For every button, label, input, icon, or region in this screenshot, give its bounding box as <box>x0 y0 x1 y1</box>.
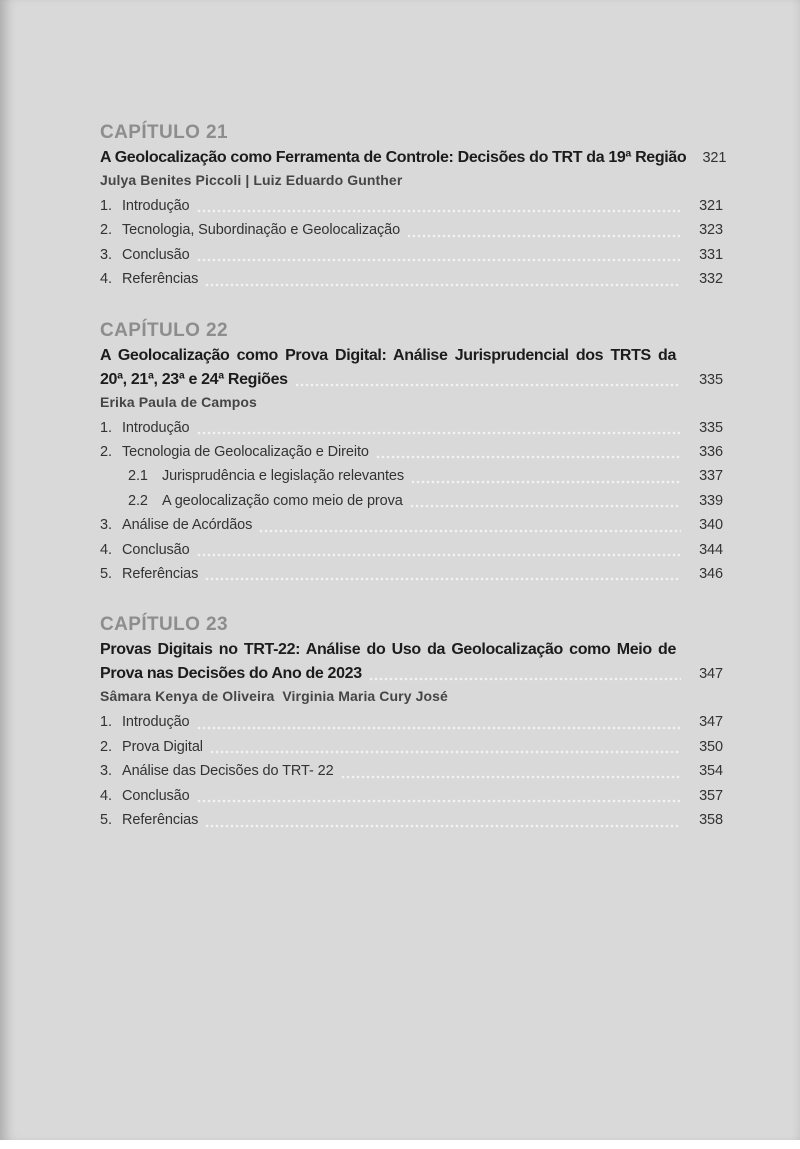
chapter-title-line <box>100 662 723 686</box>
dot-leader <box>411 479 681 485</box>
chapter-entries <box>100 416 723 587</box>
chapter-title-block <box>100 344 723 392</box>
dot-leader <box>205 282 681 288</box>
entry-label: Análise das Decisões do TRT- 22 <box>122 763 334 780</box>
dot-leader <box>210 749 681 755</box>
entry-label: Tecnologia de Geolocalização e Direito <box>122 444 369 461</box>
entry-label: Jurisprudência e legislação relevantes <box>162 468 405 485</box>
chapter-title-text: 20ª, 21ª, 23ª e 24ª Regiões <box>100 370 288 388</box>
toc-entry <box>100 513 723 537</box>
entry-number: 2. <box>100 222 112 239</box>
toc-entry <box>100 464 723 488</box>
dot-leader <box>205 823 681 829</box>
entry-label: Prova Digital <box>122 738 203 755</box>
entry-number: 3. <box>100 517 112 534</box>
dot-leader <box>410 503 681 509</box>
entry-label: Introdução <box>122 198 190 214</box>
toc-entry <box>100 243 723 267</box>
toc-entry <box>100 194 723 218</box>
dot-leader <box>295 382 681 388</box>
chapter-title-line: A Geolocalização como Prova Digital: Análise Jurisprudencial dos TRTS da <box>100 346 676 364</box>
entry-label: Conclusão <box>122 787 190 804</box>
entry-page-number: 339 <box>699 492 723 509</box>
entry-number: 4. <box>100 541 112 558</box>
entry-label: Conclusão <box>122 246 190 263</box>
chapter-authors: Sâmara Kenya de Oliveira Virginia Maria Cury José <box>100 688 448 705</box>
entry-page-number: 335 <box>699 419 723 436</box>
entry-number: 1. <box>100 198 112 214</box>
dot-leader <box>197 798 681 804</box>
entry-number: 4. <box>100 787 112 804</box>
entry-number: 1. <box>100 419 112 436</box>
toc-chapter <box>100 319 723 587</box>
entry-number: 3. <box>100 246 112 263</box>
entry-number: 3. <box>100 763 112 780</box>
entry-label: Tecnologia, Subordinação e Geolocalização <box>122 222 401 239</box>
entry-number: 2.1 <box>128 468 148 485</box>
toc-entry <box>100 416 723 440</box>
chapter-title-block <box>100 638 723 686</box>
toc-chapter <box>100 613 723 832</box>
entry-label: Referências <box>122 812 199 829</box>
toc-entry <box>100 538 723 562</box>
entry-number: 1. <box>100 714 112 731</box>
chapter-page-number: 335 <box>699 371 723 388</box>
dot-leader <box>369 676 681 682</box>
chapter-heading: CAPÍTULO 22 <box>100 319 228 341</box>
chapter-page-number: 347 <box>699 666 723 683</box>
chapter-title-block <box>100 146 727 170</box>
entry-label: Referências <box>122 566 199 583</box>
entry-number: 5. <box>100 812 112 829</box>
dot-leader <box>197 552 681 558</box>
toc-entry <box>100 735 723 759</box>
entry-page-number: 344 <box>699 541 723 558</box>
entry-page-number: 340 <box>699 517 723 534</box>
entry-number: 2.2 <box>128 492 148 509</box>
entry-label: Conclusão <box>122 541 190 558</box>
entry-page-number: 331 <box>699 246 723 263</box>
chapter-title-line <box>100 146 727 170</box>
chapter-authors: Erika Paula de Campos <box>100 393 257 410</box>
dot-leader <box>205 576 681 582</box>
entry-number: 2. <box>100 738 112 755</box>
dot-leader <box>197 208 681 214</box>
chapter-page-number: 321 <box>702 150 727 166</box>
chapter-title-text: A Geolocalização como Ferramenta de Controle: Decisões do TRT da 19ª Região <box>100 149 687 166</box>
toc-entry <box>100 489 723 513</box>
dot-leader <box>197 257 681 263</box>
entry-page-number: 357 <box>699 787 723 804</box>
dot-leader <box>341 774 681 780</box>
entry-page-number: 346 <box>699 566 723 583</box>
toc-chapter <box>100 121 727 292</box>
chapter-entries <box>100 710 723 832</box>
chapter-entries <box>100 194 723 292</box>
entry-page-number: 350 <box>699 738 723 755</box>
chapter-authors: Julya Benites Piccoli | Luiz Eduardo Gunther <box>100 172 403 188</box>
entry-label: Introdução <box>122 419 190 436</box>
entry-page-number: 336 <box>699 444 723 461</box>
entry-page-number: 358 <box>699 812 723 829</box>
entry-number: 2. <box>100 444 112 461</box>
toc-entry <box>100 784 723 808</box>
entry-page-number: 321 <box>699 198 723 214</box>
entry-page-number: 337 <box>699 468 723 485</box>
dot-leader <box>407 233 681 239</box>
chapter-heading: CAPÍTULO 23 <box>100 614 228 636</box>
entry-page-number: 332 <box>699 271 723 288</box>
toc-entry <box>100 218 723 242</box>
chapter-title-text: Prova nas Decisões do Ano de 2023 <box>100 665 362 683</box>
dot-leader <box>259 528 681 534</box>
dot-leader <box>376 454 681 460</box>
entry-label: Referências <box>122 271 199 288</box>
entry-number: 5. <box>100 566 112 583</box>
entry-page-number: 323 <box>699 222 723 239</box>
entry-page-number: 347 <box>699 714 723 731</box>
dot-leader <box>197 430 681 436</box>
entry-label: Análise de Acórdãos <box>122 517 253 534</box>
toc-entry <box>100 267 723 291</box>
toc-entry <box>100 759 723 783</box>
dot-leader <box>197 725 681 731</box>
entry-page-number: 354 <box>699 763 723 780</box>
toc-entry <box>100 562 723 586</box>
chapter-heading: CAPÍTULO 21 <box>100 122 228 143</box>
toc-entry <box>100 808 723 832</box>
entry-label: Introdução <box>122 714 190 731</box>
chapter-title-line: Provas Digitais no TRT-22: Análise do Uso da Geolocalização como Meio de <box>100 641 676 659</box>
toc-entry <box>100 440 723 464</box>
toc-entry <box>100 710 723 734</box>
entry-label: A geolocalização como meio de prova <box>162 492 403 509</box>
entry-number: 4. <box>100 271 112 288</box>
chapter-title-line <box>100 368 723 392</box>
